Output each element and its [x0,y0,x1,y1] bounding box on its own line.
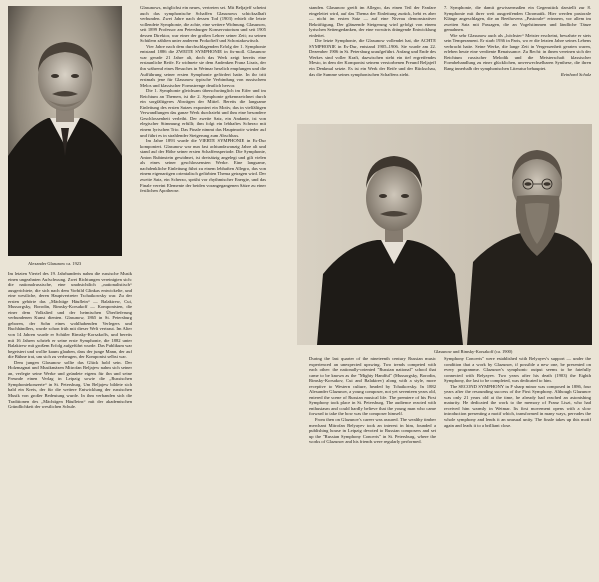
paragraph: Die 1. Symphonie gleichsam überschwänglich im Eifer und im Reichtum an Themen, ist die 2. Symphonie gekennzeichnet durch ein sorgfältigeres Abwägen der Mittel. Bereits die langsame Einleitung des ersten Satzes exponiert ein Motiv, das in vielfältigen Verwandlungen das ganze Werk durchzieht und ihm eine besondere Geschlossenheit verleiht. Der zweite Satz, ein Andante, ist von elegischer Stimmung erfüllt; ihm folgt ein lebhaftes Scherzo mit einem lyrischen Trio. Das Finale nimmt das Hauptmotiv wieder auf und führt es in strahlender Steigerung zum Abschluss. [140,88,266,138]
paragraph: Im letzten Viertel des 19. Jahrhunderts nahm die russische Musik einen ungeahnten Aufschwung. Zwei Richtungen vereinigten sich: die nationalrussische, eine unabsichtlich „nationalistisch“ ausgerichtete, die sich nach dem Vorbild Glinkas entwickelte, und eine westliche, deren Hauptvertreter Tschaikowsky war. Zu der ersten gehörte das „Mächtige Häuflein“ — Balakirew, Cui, Mussorgsky, Borodin, Rimsky-Korsakoff — Komponisten, die einer dem Volkslied und der heimischen Überlieferung verbundenen Kunst dienten. Glasunow, 1865 in St. Petersburg geboren, der Sohn eines wohlhabenden Verlegers und Buchhändlers, wurde schon früh mit dieser Welt vertraut. Im Alter von 14 Jahren wurde er Schüler Rimsky-Korsakoffs, und bereits mit 16 Jahren schrieb er seine erste Symphonie, die 1882 unter Balakirew mit großem Erfolg aufgeführt wurde. Das Publikum war begeistert und wollte kaum glauben, dass der junge Mann, der auf die Bühne trat, um sich zu verbeugen, der Komponist selbst war. [8,271,132,360]
paragraph: During the last quarter of the nineteenth century Russian music experienced an unexpected upswing. Two trends competed with each other: the nationally-oriented "Russian national" school that came to be known as the "Mighty Handful" (Mussorgsky, Borodin, Rimsky-Korsakov, Cui and Balakirev) along with a style, more receptive to Western culture, headed by Tchaikovsky. In 1882 Alexander Glazunov, a young composer, not yet seventeen years old, entered the scene of Russian musical life. The premiere of his First Symphony took place in St. Petersburg. The audience reacted with enthusiasm and could hardly believe that the young man who came forward to take the bow was the composer himself. [309,356,436,417]
paragraph: Dem jungen Glasunow sollte das Glück hold sein. Der Holzmagnat und Musikmäzen Mitrofan Beljajew nahm sich seiner an, verlegte seine Werke und gründete eigens für ihn und seine Freunde einen Verlag in Leipzig sowie die „Russischen Symphoniekonzerte“ in St. Petersburg. Um Beljajew bildete sich bald ein Kreis, der für die weitere Entwicklung der russischen Musik von großer Bedeutung wurde. In ihm verbanden sich die Traditionen des „Mächtigen Häufleins“ mit der akademischen Gründlichkeit der westlichen Schule. [8,359,132,410]
double-portrait-caption: Glasunow und Rimsky-Korsakoff (ca. 1900) [434,349,513,354]
portrait-caption: Alexander Glasunow ca. 1923 [28,261,82,266]
portrait-illustration [8,6,122,256]
double-portrait-illustration [297,124,592,345]
photo-glasunow-rimsky-korsakoff [297,124,592,345]
text-column-1 [8,271,132,577]
author-signature: Reinhard Schulz [560,71,591,77]
paragraph: Im Jahre 1893 wurde die VIERTE SYMPHONIE in Es-Dur komponiert. Glasunow war nun fast achtundzwanzig Jahre alt und stand auf der Höhe seiner ersten Schaffensperiode. Die Symphonie, Anton Rubinstein gewidmet, ist dreisätzig angelegt und gilt vielen als eines seiner geschlossensten Werke. Eine langsame, nachdenkliche Einleitung führt zu einem lebhaften Allegro, das von einem eigenartigen orientalisch gefärbten Thema getragen wird. Der zweite Satz, ein Scherzo, sprüht vor rhythmischer Energie, und das Finale vereint Elemente der beiden vorangegangenen Sätze zu einer festlichen Apotheose. [140,138,266,194]
paragraph: Wie sehr Glasunow auch als „höchster“ Meister erscheint, bewahrte er stets sein Temperament. Er starb 1936 in Paris, wo er die letzten Jahre seines Lebens verbracht hatte. Seine Werke, die lange Zeit in Vergessenheit geraten waren, erleben heute eine verdiente Renaissance. Zu Recht: in ihnen vereinen sich der Reichtum russischer Melodik und die Meisterschaft klassischer Formbehandlung zu einer glücklichen, unverwechselbaren Synthese, die ihren Rang innerhalb der symphonischen Literatur behauptet. [444,32,591,72]
text-column-3 [309,5,436,115]
paragraph: 7. Symphonie, die damit gewissermaßen ein Gegenstück darstellt zur 8. Symphonie mit ihrer weit ausgreifenden Chromatik. Hier werden pastorale Klänge angeschlagen, die an Beethovens „Pastorale“ erinnern, vor allem im zweiten Satz mit Passagen, die an Vogelstimmen und ländliche Tänze gemahnen. [444,5,591,33]
text-column-2 [140,5,266,577]
paragraph: Symphony Concerts" were established with Belyayev's support — under the condition that a work by Glazunov, if possible a new one, be presented on every programme. Glazunov's symphonic output seems to be fatefully connected with Belyayev. Two years after his death (1903) the Eighth Symphony, the last to be completed, was dedicated to him. [444,356,591,384]
paragraph: standen. Glasunow greift im Allegro, das einen Teil der Fanfare eingeleitet wird, auf das Thema der Einleitung zurück, hebt es aber — nicht im ersten Satz — auf eine Niveau demonstrativer Bekräftigung. Der glänzende Steigerung wird gefolgt von einem lyrischen Seitengedanken, der eine vorwärts drängende Entwicklung einleitet. [309,5,436,38]
paragraph: From then on Glazunov's career was assured. The wealthy timber merchant Mitrofan Belyayev took an interest in him, founded a publishing house in Leipzig devoted to Russian composers and set up the "Russian Symphony Concerts" in St. Petersburg, where the works of Glazunov and his friends were regularly performed. [309,417,436,445]
english-text-right [444,356,591,577]
english-text-left [309,356,436,577]
portrait-photo-glasunow [8,6,122,256]
paragraph: Die letzte Symphonie, die Glasunow vollendet hat, die ACHTE SYMPHONIE in Es-Dur, entstand 1905–1906. Sie wurde am 22. Dezember 1906 in St. Petersburg uraufgeführt. Anfang und Ende des Werkes sind voller Kraft, dazwischen steht ein tief ergreifendes Mesto, in dem der Komponist seinem verstorbenen Freund Beljajeff ein Denkmal setzte. Es ist ein Werk der Reife und der Rückschau, das die Summe seines symphonischen Schaffens zieht. [309,38,436,77]
paragraph: Vier Jahre nach dem durchschlagenden Erfolg der 1. Symphonie entstand 1886 die ZWEITE SYMPHONIE in fis-moll. Glasunow war gerade 21 Jahre alt, doch das Werk zeigt bereits eine erstaunliche Reife. Er widmete sie dem Andenken Franz Liszts, der ihn während eines Besuches in Weimar herzlich empfangen und die Aufführung seiner ersten Symphonie gefördert hatte. In ihr tritt erstmals jene für Glasunow typische Verbindung von russischem Melos und klassischer Formstrenge deutlich hervor. [140,43,266,88]
text-column-4 [444,5,591,115]
paragraph: Glasunows, möglichst ein neues, vertreten sei. Mit Beljajeff scheint auch das symphonische Schaffen Glasunows schicksalhaft verbunden. Zwei Jahre nach dessen Tod (1903) erhielt die letzte vollendete Symphonie, die achte, eine weitere Widmung. Glasunow, seit 1899 Professor am Petersburger Konservatorium und seit 1905 dessen Direktor, war einer der großen Lehrer seiner Zeit; zu seinen Schülern zählten unter anderem Prokofieff und Schostakowitsch. [140,5,266,44]
paragraph: The SECOND SYMPHONY in F sharp minor was composed in 1886, four years after the resounding success of the First Symphony. Although Glazunov was only 21 years old at the time, he already had reached an astonishing maturity. He dedicated the work to the memory of Franz Liszt, who had received him warmly in Weimar. Its first movement opens with a slow introduction presenting a motif which, transformed in many ways, pervades the whole symphony and lends it an unusual unity. The finale takes up this motif again and leads it to a brilliant close. [444,383,591,428]
